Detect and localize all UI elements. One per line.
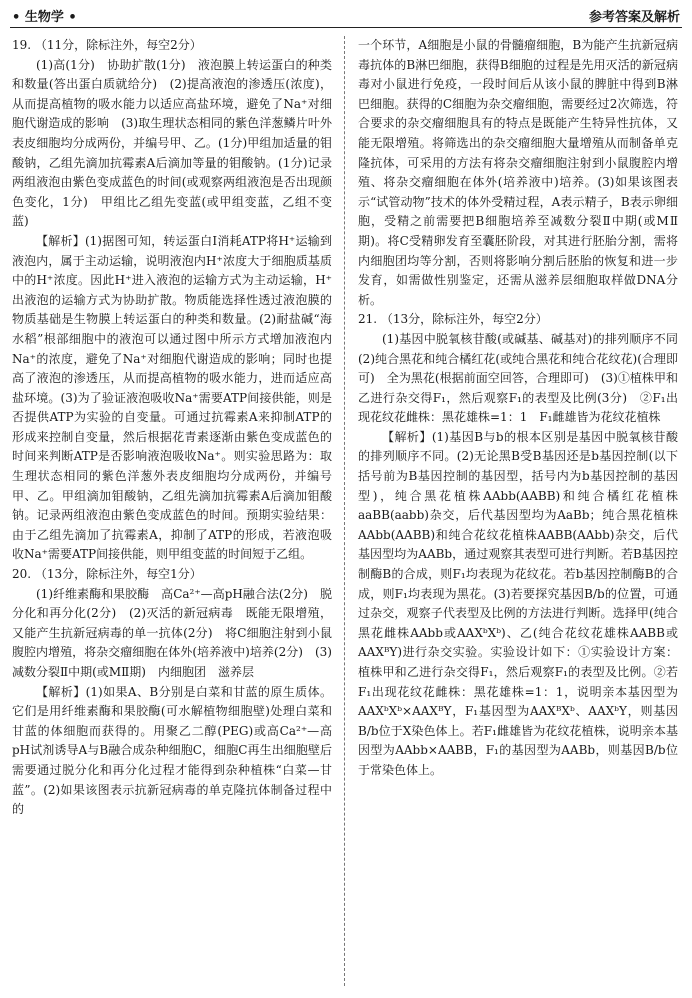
right-column [358,36,691,781]
left-column [12,36,332,820]
question-20-analysis: 【解析】(1)如果A、B分别是白菜和甘蓝的原生质体。它们是用纤维素酶和果胶酶(可水解植物细胞壁)处理白菜和甘蓝的体细胞而获得的。用聚乙二醇(PEG)或高Ca²⁺—高pH试剂诱导A与B融合成杂种细胞C，细胞C再生出细胞壁后需要通过脱分化和再分化过程才能得到杂种植株“白菜—甘蓝”。(2)如果该图表示抗新冠病毒的单克隆抗体制备过程中的 [12,684,332,817]
section-title: 参考答案及解析 [588,10,680,25]
column-divider [344,36,345,986]
question-21-heading: 21. （13分，除标注外，每空2分） [358,312,548,327]
question-21-analysis: 【解析】(1)基因B与b的根本区别是基因中脱氧核苷酸的排列顺序不同。(2)无论黑B受B基因还是b基因控制(以下括号前为B基因控制的基因型，括号内为b基因控制的基因型)，纯合黑花植株AAbb(AABB)和纯合橘红花植株aaBB(aabb)杂交，后代基因型均为AaBb；纯合黑花植株AAbb(AABB)和纯合花纹花植株AABB(AAbb)杂交，后代基因型均为AABb，通过观察其表型可进行判断。若B基因控制酶B的合成，则F₁均表现为花纹花。若b基因控制酶B的合成，则F₁均表现为黑花。(3)若要探究基因B/b的位置，可通过杂交，观察子代表型及比例的方法进行判断。选择甲(纯合黑花雌株AAbb或AAXᵇXᵇ)、乙(纯合花纹花雄株AABB或AAXᴮY)进行杂交实验。实验设计如下：①实验设计方案：植株甲和乙进行杂交得F₁，然后观察F₁的表型及比例。②若F₁出现花纹花雌株：黑花雄株=1：1，说明亲本基因型为AAXᵇXᵇ×AAXᴮY，F₁基因型为AAXᴮXᵇ、AAXᵇY，则基因B/b位于X染色体上。若F₁雌雄皆为花纹花植株，说明亲本基因型为AAbb×AABB，F₁的基因型为AABb，则基因B/b位于常染色体上。 [358,429,678,777]
question-20-analysis-continued: 一个环节，A细胞是小鼠的骨髓瘤细胞，B为能产生抗新冠病毒抗体的B淋巴细胞，获得B细胞的过程是先用灭活的新冠病毒对小鼠进行免疫，一段时间后从该小鼠的脾脏中得到B淋巴细胞。获得的C细胞为杂交瘤细胞，需要经过2次筛选，符合要求的杂交瘤细胞具有的特点是既能产生特异性抗体，又能无限增殖。将筛选出的杂交瘤细胞大量增殖从而制备单克隆抗体，可采用的方法有将杂交瘤细胞注射到小鼠腹腔内增殖、将杂交瘤细胞在体外(培养液中)培养。(3)如果该图表示“试管动物”技术的体外受精过程，A表示精子，B表示卵细胞，受精之前需要把B细胞培养至减数分裂Ⅱ中期(或MⅡ期)。将C受精卵发育至囊胚阶段，对其进行胚胎分割，需将内细胞团均等分割，否则将影响分割后胚胎的恢复和进一步发育，如需做性别鉴定，还需从滋养层细胞取样做DNA分析。 [358,38,678,307]
question-19-heading: 19. （11分，除标注外，每空2分） [12,38,202,52]
question-19-answer: (1)高(1分) 协助扩散(1分) 液泡膜上转运蛋白的种类和数量(答出蛋白质就给分) (2)提高液泡的渗透压(浓度)，从而提高植物的吸水能力以适应高盐环境，避免了Na⁺对细胞代谢造成的影响 (3)取生理状态相同的紫色洋葱鳞片叶外表皮细胞均分成两份，并编号甲、乙。(1分)甲组加适量的钼酸钠，乙组先滴加抗霉素A后滴加等量的钼酸钠。(1分)记录两组液泡由紫色变成蓝色的时间(或观察两组液泡是否出现颜色变化，1分) 甲组比乙组先变蓝(或甲组变蓝，乙组不变蓝) [12,57,332,229]
question-20-heading: 20. （13分，除标注外，每空1分） [12,567,202,582]
subject-label: • 生物学 • [12,10,77,25]
question-21-answer: (1)基因中脱氧核苷酸(或碱基、碱基对)的排列顺序不同 (2)纯合黑花和纯合橘红花(或纯合黑花和纯合花纹花)(合理即可) 全为黑花(根据前面空回答，合理即可) (3)①植株甲和乙进行杂交得F₁，然后观察F₁的表型及比例(3分) ②F₁出现花纹花雌株：黑花雄株=1：1 F₁雌雄皆为花纹花植株 [358,331,691,425]
question-19-analysis: 【解析】(1)据图可知，转运蛋白Ⅰ消耗ATP将H⁺运输到液泡内，属于主动运输，说明液泡内H⁺浓度大于细胞质基质中的H⁺浓度。因此H⁺进入液泡的运输方式为主动运输，H⁺出液泡的运输方式为协助扩散。物质能选择性透过液泡膜的物质基础是生物膜上转运蛋白的种类和数量。(2)耐盐碱“海水稻”根部细胞中的液泡可以通过图中所示方式增加液泡内Na⁺的浓度，避免了Na⁺对细胞代谢造成的影响；同时也提高了液泡的渗透压，从而提高植物的吸水能力，进而适应高盐环境。(3)为了验证液泡吸收Na⁺需要ATP间接供能，则是否提供ATP为实验的自变量。可通过抗霉素A来抑制ATP的形成来控制自变量，然后根据花青素逐渐由紫色变成蓝色的时间来判断ATP是否影响液泡吸收Na⁺。则实验思路为：取生理状态相同的紫色洋葱外表皮细胞均分成两份，并编号甲、乙。甲组滴加钼酸钠，乙组先滴加抗霉素A后滴加钼酸钠。记录两组液泡由紫色变成蓝色的时间。预期实验结果：由于乙组先滴加了抗霉素A，抑制了ATP的形成，若液泡吸收Na⁺需要ATP间接供能，则甲组变蓝的时间短于乙组。 [12,233,332,562]
page-header [0,0,692,26]
header-rule [10,27,682,28]
question-20-answer: (1)纤维素酶和果胶酶 高Ca²⁺—高pH融合法(2分) 脱分化和再分化(2分) (2)灭活的新冠病毒 既能无限增殖，又能产生抗新冠病毒的单一抗体(2分) 将C细胞注射到小鼠腹腔内增殖，将杂交瘤细胞在体外(培养液中)培养(2分) (3)减数分裂Ⅱ中期(或MⅡ期) 内细胞团 滋养层 [12,586,332,679]
